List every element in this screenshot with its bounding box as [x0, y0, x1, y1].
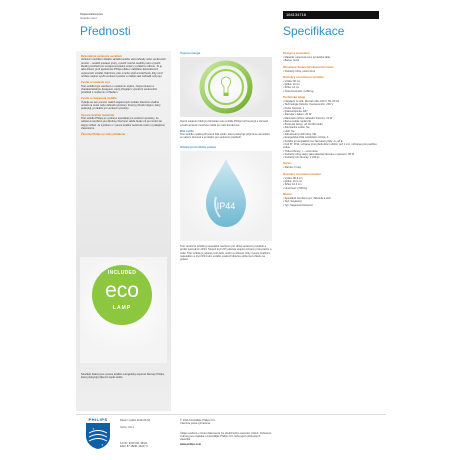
eco-badge-eco: eco — [105, 279, 139, 302]
spec-heading: Obsažené funkce/příslušenství navíc — [283, 64, 334, 69]
philips-shield-icon — [83, 422, 113, 450]
spec-list — [283, 197, 383, 207]
spec-heading: Různé — [283, 191, 292, 196]
disclaimer: Údaje uvedené v tomto dokumentu lze předchozího varování změnit. Ochranné známky jsou majetkem Koninklijke Philips N.V. nebo jejich příslušných vlastníků. — [180, 431, 272, 442]
spec-item: • Čistá hmotnost: 2,250 kg — [283, 89, 314, 93]
svg-text:✦: ✦ — [101, 443, 104, 447]
spec-item: • Patice/objímka: E27 — [283, 109, 308, 113]
spec-heading: Technické údaje — [283, 95, 306, 100]
spec-item: • Technologie žárovky: fluorescenční, 230 V — [283, 103, 334, 107]
spec-item: • Typ: Stojanové/sloupové — [283, 203, 313, 207]
ip44-label: IP44 — [216, 201, 236, 212]
rights-reserved: Všechna práva vyhrazena. — [180, 422, 211, 426]
features-panel — [76, 51, 171, 411]
spec-item: • Délka: 10 cm — [283, 83, 300, 87]
spec-heading: Rozměry a hmotnost výrobku — [283, 74, 324, 79]
features-title: Přednosti — [80, 24, 131, 38]
specs-title: Specifikace — [283, 24, 345, 38]
spec-item: • Třída ochrany: I – uzemněné — [283, 149, 318, 153]
release-date: Datum vydání 2016-03-18 — [120, 419, 150, 422]
spec-item: • Barva světla: teplá bílá — [283, 119, 311, 123]
spec-item: • Materiál: nerezová ocel, syntetické látky — [283, 56, 331, 59]
spec-list — [283, 100, 383, 159]
weather-text: Toto venkovní svítidlo je speciálně navrženo pro vlhká venkovní prostředí a prošlo testováním IP44. Stupeň krytí (IP) ukazuje stupeň ochrany proti prachu a vodě. Toto svítidlo je odolné proti dešti, sněhu a vlhkosti. Díky vysoce kvalitním materiálům a krytí IP44 vám svítidlo poslouží dlouhou dobu bez ohledu na počasí. — [180, 245, 272, 262]
spec-item: • Zabudovaný LED zdroj: NE — [283, 133, 317, 137]
weather-heading: Odolné proti vlivům počasí — [180, 144, 216, 149]
energy-image — [180, 57, 272, 117]
svg-text:✦: ✦ — [92, 427, 95, 431]
feature-heading: Dekorativní venkovní osvětlení — [81, 54, 123, 58]
spec-item: • Ztlumitelné světlo: Ne — [283, 126, 310, 130]
white-light-text: Toto svítidlo vydává přirozené bílé světlo, které poskytuje příjemnou atmosféru ve vašem domově a je ideální pro venkovní prostředí. — [180, 133, 270, 140]
spec-list — [283, 166, 383, 169]
spec-item: • Maximální příkon náhradní žárovky: 20 W — [283, 116, 333, 120]
middle-column — [180, 52, 272, 263]
spec-item: • Napájení ze sítě: Rozsah 220–240 V, 50–60 Hz — [283, 100, 340, 104]
spec-item: • Výška: 80,8 cm — [283, 176, 303, 180]
website-link[interactable]: www.philips.com — [180, 443, 202, 447]
spec-item: • Hmotnost: 2,500 kg — [283, 186, 308, 190]
twelve-nc: 12 NC: 9150 041 35101 — [120, 441, 148, 445]
copyright: © 2016 Koninklijke Philips N.V. — [180, 419, 216, 422]
footer-legal — [180, 419, 272, 447]
version: Verze: 3.0.1 — [120, 426, 134, 430]
spec-item: • Speciálně navrženo pro: Zahrada a dvůr — [283, 196, 331, 200]
spec-item: • Délka: 10,3 cm — [283, 180, 302, 184]
feature-text: Toto svítidlo Philips je vyrobeno speciálně pro venkovní prostory. Je odolné a navrženo pro dlouhou životnost, takže bude mít po mnoho let stejný vzhled. Je vyrobeno z vysoce kvalitní nerezové oceli s vynikajícími vlastnostmi. — [81, 117, 165, 131]
spec-list — [283, 70, 383, 73]
product-subline: Veranda nerez — [80, 17, 97, 20]
spec-item: • Barva: nerez — [283, 59, 300, 63]
eco-badge-lamp: LAMP — [112, 305, 132, 311]
spec-item: • Výška: 80 cm — [283, 79, 301, 83]
spec-item: • Šířka: 10,3 cm — [283, 183, 302, 187]
spec-item: • Žárovka v balení: 20 W — [283, 113, 312, 117]
spec-list — [283, 80, 383, 93]
eco-lamp-image — [80, 257, 167, 363]
footer-divider — [76, 414, 386, 415]
feature-heading: Vysoce kvalitní materiály — [81, 112, 115, 117]
brand-wordmark: PHILIPS — [88, 417, 108, 422]
spec-item: • Světelný zdroj: počet 4mm — [283, 69, 316, 73]
spec-list — [283, 177, 383, 190]
feature-text: Toto svítidlo bylo navrženo s moderním stylem, čistými liniemi a charakteristickým designem, který přispěje k vytvoření venkovního prostředí s moderním vzhledem. — [81, 84, 158, 95]
spec-item: • Energetická třída světelného zdroje: A — [283, 136, 329, 140]
product-code: 164134716 — [286, 12, 307, 17]
feature-heading: Žárovka Philips je vždy přibalena — [81, 132, 125, 137]
features-list — [81, 55, 167, 137]
spec-item: • Životnost lampy: až 10 000 hodin — [283, 123, 323, 127]
spec-item: • Záruka: 2 roky — [283, 166, 302, 170]
feature-heading: Zvolte si moderní styl — [81, 80, 110, 85]
white-light-heading: Bílé světlo — [180, 128, 194, 133]
spec-item: • Styl: Současný — [283, 200, 302, 204]
bulb-caption: Součástí balení jsou vysoce kvalitní energeticky úsporné žárovky Philips, které poskytují příjemné teplé světlo. — [81, 373, 165, 380]
spec-heading: Servis — [283, 161, 292, 166]
feature-text: Venkovní osvětlení dokáže skrášlit podobu vaší zahrady nebo venkovních prostor – osvětlit poutavé prvky, vytvořit mnohé cestičky nebo vytvořit ideální prostředí pro nezapomenutelné večery s přáteli a rodinou. To je také důvod, proč společnost Philips přišla s nabídkou dekorativních venkovních svítidel. Nabízíme vám mnoho stylů a funkčnosti, díky nimž můžete naplno využít venkovní prostor a vštěpit vaší zahradě svůj styl. — [81, 58, 166, 78]
eco-badge-included: INCLUDED — [107, 270, 137, 276]
footer-meta — [120, 419, 180, 448]
feature-heading: Zvolte si stojanová svítidla — [81, 96, 117, 101]
spec-item: • Světelný zdroj stejný jako klasická žárovka s výkonem: 95 W — [283, 152, 355, 156]
feature-text: Vydejte se ven pomocí našich stojanových svítidel, která lze snadno umístit na cestu nebo zahradní prostory. Krásný přírodní dojem, který poskytují, je ideální pro venkovní prostory. — [81, 100, 161, 111]
spec-item: • Šířka: 10 cm — [283, 86, 300, 90]
water-drop-icon — [180, 151, 272, 241]
product-code-bar — [283, 11, 379, 19]
spec-item: • Počet žárovek: 1 — [283, 106, 304, 110]
philips-logo — [83, 417, 113, 455]
spec-list — [283, 56, 383, 63]
eco-lamp-badge — [92, 265, 152, 325]
ip44-image — [180, 151, 272, 241]
spec-item: • Svítidlo je kompatibilní se žárovkami třídy: A+ až E — [283, 139, 343, 143]
energy-text: Oproti ostatním běžným žárovkám toto svítidlo Philips šetří energii a zároveň vytváří správné množství světla pro vaši domácnost. — [180, 120, 269, 127]
energy-heading: Úspora energie — [180, 51, 201, 55]
specs-column — [283, 52, 383, 207]
spec-heading: Design a provedení — [283, 51, 310, 55]
spec-heading: Rozměry a hmotnost balení — [283, 171, 321, 176]
product-line: Stojanová/sloupová — [80, 13, 103, 16]
spec-item: • Světelný tok žárovky: 1 330 lm — [283, 156, 320, 160]
energy-bulb-icon — [180, 57, 272, 117]
ean-code: EAN: 87 18291 44247 9 — [120, 444, 148, 448]
spec-item: • LED: Ne — [283, 129, 295, 133]
spec-item: • Kód IP: IP44, ochrana proti předmětům větším než 1 mm, ochrana proti postřiku vodou — [283, 142, 377, 150]
